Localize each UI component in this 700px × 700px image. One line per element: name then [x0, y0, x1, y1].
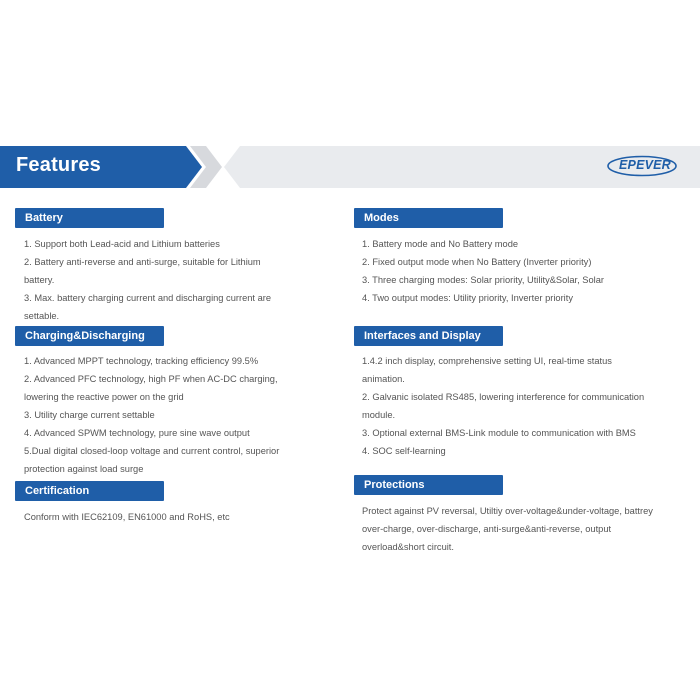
section-body-protections [362, 502, 692, 556]
charging-line: lowering the reactive power on the grid [24, 392, 184, 402]
interfaces-line: module. [362, 410, 396, 420]
protections-line: over-charge, over-discharge, anti-surge&anti-reverse, output [362, 524, 612, 534]
section-header-certification: Certification [15, 481, 164, 501]
battery-line: 1. Support both Lead-acid and Lithium batteries [24, 239, 220, 249]
section-header-charging-discharging: Charging&Discharging [15, 326, 164, 346]
battery-line: 2. Battery anti-reverse and anti-surge, suitable for Lithium [24, 257, 261, 267]
section-body-charging-discharging [24, 352, 344, 478]
charging-line: 3. Utility charge current settable [24, 410, 155, 420]
charging-line: protection against load surge [24, 464, 144, 474]
interfaces-line: animation. [362, 374, 405, 384]
page-title: Features [16, 154, 101, 176]
charging-line: 4. Advanced SPWM technology, pure sine wave output [24, 428, 250, 438]
certification-line: Conform with IEC62109, EN61000 and RoHS, etc [24, 512, 230, 522]
interfaces-line: 1.4.2 inch display, comprehensive setting UI, real-time status [362, 356, 612, 366]
charging-line: 5.Dual digital closed-loop voltage and current control, superior [24, 446, 280, 456]
section-header-protections: Protections [354, 475, 503, 495]
section-header-battery: Battery [15, 208, 164, 228]
banner-graphic [0, 146, 700, 188]
modes-line: 1. Battery mode and No Battery mode [362, 239, 519, 249]
section-body-battery [24, 235, 344, 325]
battery-line: 3. Max. battery charging current and discharging current are [24, 293, 272, 303]
charging-line: 1. Advanced MPPT technology, tracking efficiency 99.5% [24, 356, 259, 366]
protections-line: overload&short circuit. [362, 542, 454, 552]
section-body-modes [362, 235, 692, 307]
brand-logo-text: EPEVER [619, 158, 671, 172]
features-banner [0, 146, 700, 188]
modes-line: 3. Three charging modes: Solar priority, Utility&Solar, Solar [362, 275, 604, 285]
modes-line: 4. Two output modes: Utility priority, Inverter priority [362, 293, 573, 303]
battery-line: settable. [24, 311, 60, 321]
charging-line: 2. Advanced PFC technology, high PF when AC-DC charging, [24, 374, 278, 384]
section-body-interfaces-display [362, 352, 692, 460]
interfaces-line: 2. Galvanic isolated RS485, lowering interference for communication [362, 392, 645, 402]
battery-line: battery. [24, 275, 55, 285]
protections-line: Protect against PV reversal, Utiltiy over-voltage&under-voltage, battrey [362, 506, 653, 516]
modes-line: 2. Fixed output mode when No Battery (Inverter priority) [362, 257, 592, 267]
section-body-certification [24, 508, 344, 526]
section-header-interfaces-display: Interfaces and Display [354, 326, 503, 346]
interfaces-line: 4. SOC self-learning [362, 446, 446, 456]
section-header-modes: Modes [354, 208, 503, 228]
interfaces-line: 3. Optional external BMS-Link module to communication with BMS [362, 428, 636, 438]
